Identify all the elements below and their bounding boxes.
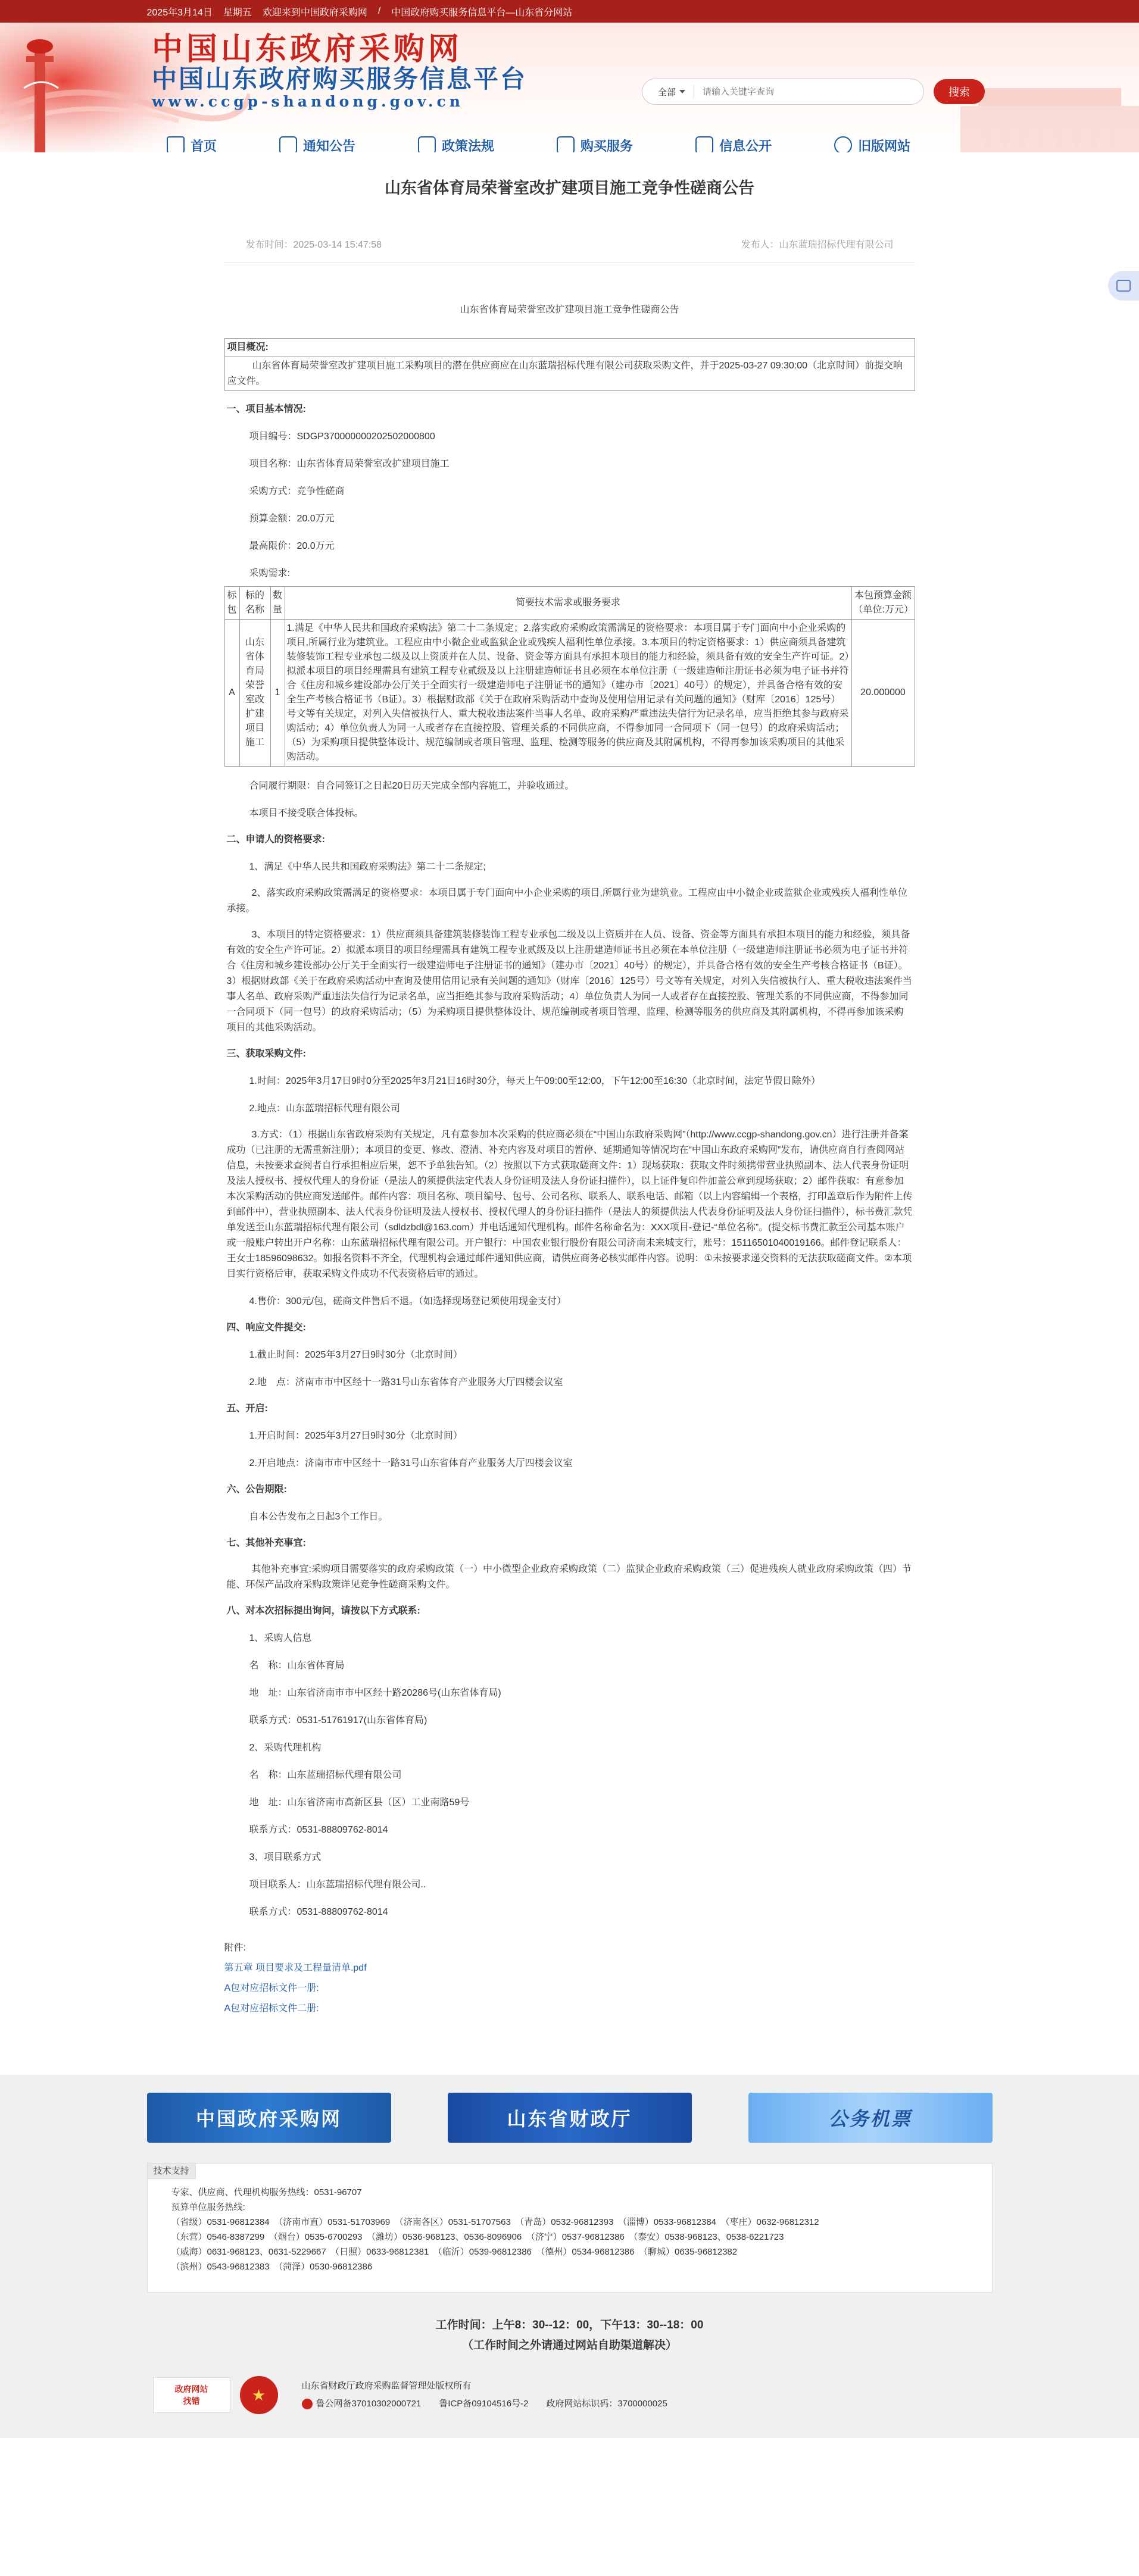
badge-line2: 找错 — [183, 2396, 200, 2406]
ccgp-link-label: 中国政府采购网 — [195, 2108, 342, 2130]
max-price: 最高限价：20.0万元 — [249, 541, 335, 551]
tech-support-tab: 技术支持 — [148, 2164, 196, 2179]
table-header-cell: 标的名称 — [239, 587, 270, 620]
nav-info-label: 信息公开 — [719, 138, 772, 152]
title-divider — [224, 262, 915, 263]
attachment-link[interactable]: 第五章 项目要求及工程量清单.pdf — [224, 1963, 367, 1973]
finance-dept-link-label: 山东省财政厅 — [507, 2108, 632, 2130]
publish-time: 发布时间：2025-03-14 15:47:58 — [245, 240, 382, 250]
table-header-row — [224, 587, 915, 620]
work-hours-note: （工作时间之外请通过网站自助渠道解决） — [461, 2339, 677, 2352]
no-consortium: 本项目不接受联合体投标。 — [249, 808, 364, 818]
ccgp-link[interactable] — [147, 2093, 391, 2143]
publisher: 发布人：山东蓝瑞招标代理有限公司 — [741, 240, 894, 250]
nav-old-site[interactable] — [834, 133, 910, 152]
section-3-heading: 三、获取采购文件: — [226, 1049, 306, 1059]
top-bar — [0, 0, 1139, 23]
contact-item: 3、项目联系方式 — [249, 1852, 322, 1862]
table-header-cell: 本包预算金额（单位:万元） — [851, 587, 915, 620]
submit-location: 2.地 点：济南市市中区经十一路31号山东省体育产业服务大厅四楼会议室 — [249, 1377, 563, 1387]
table-header-cell: 简要技术需求或服务要求 — [285, 587, 851, 620]
party-emblem-icon[interactable]: ★ — [240, 2376, 278, 2414]
current-date: 2025年3月14日 — [146, 7, 213, 18]
search-input[interactable] — [694, 87, 909, 97]
project-overview — [224, 338, 915, 391]
table-header-cell: 标包 — [224, 587, 239, 620]
article-body — [224, 302, 915, 2017]
nav-old-site-label: 旧版网站 — [858, 138, 911, 152]
table-header-cell: 数量 — [270, 587, 285, 620]
procurement-needs-label: 采购需求: — [249, 568, 290, 579]
overview-text: 山东省体育局荣誉室改扩建项目施工采购项目的潜在供应商应在山东蓝瑞招标代理有限公司获取采购文件，并于2025-03-27 09:30:00（北京时间）前提交响应文件。 — [227, 361, 903, 386]
qualification-item: 1、满足《中华人民共和国政府采购法》第二十二条规定; — [249, 862, 486, 872]
logo-url: www.ccgp-shandong.gov.cn — [152, 93, 464, 110]
air-ticket-link-label: 公务机票 — [828, 2108, 912, 2130]
contract-period: 合同履行期限：自合同签订之日起20日历天完成全部内容施工，并验收通过。 — [249, 781, 575, 791]
attachment-link[interactable]: A包对应招标文件一册: — [224, 1983, 319, 1993]
nav-home-label: 首页 — [191, 138, 217, 152]
section-8-heading: 八、对本次招标提出询问，请按以下方式联系: — [226, 1606, 420, 1616]
logo-title: 中国山东政府采购网 — [152, 31, 463, 67]
contact-item: 名 称：山东省体育局 — [249, 1661, 345, 1671]
hotline-row: （东营）0546-8387299 （烟台）0535-6700293 （潍坊）0536-968123、0536-8096906 （济宁）0537-96812386 （泰安）0538-968123、0538-6221723 — [171, 2232, 784, 2242]
budget-amount: 预算金额：20.0万元 — [249, 514, 335, 524]
float-share-button[interactable] — [1108, 271, 1139, 301]
welcome-link[interactable]: 欢迎来到中国政府采购网 — [262, 7, 367, 18]
support-hotline: 专家、供应商、代理机构服务热线：0531-96707 — [171, 2187, 362, 2197]
attachments-label: 附件: — [224, 1943, 246, 1953]
contact-item: 地 址：山东省济南市高新区县（区）工业南路59号 — [249, 1797, 470, 1808]
hotline-row: （滨州）0543-96812383 （菏泽）0530-96812386 — [171, 2262, 373, 2272]
hotline-row: （威海）0631-968123、0631-5229667 （日照）0633-96812381 （临沂）0539-96812386 （德州）0534-96812386 （聊城）0635-96812382 — [171, 2247, 738, 2257]
obtain-location: 2.地点：山东蓝瑞招标代理有限公司 — [249, 1103, 400, 1114]
footer-bottom — [147, 2376, 993, 2414]
nav-policy[interactable] — [418, 133, 494, 152]
contact-item: 联系方式：0531-88809762-8014 — [249, 1825, 388, 1835]
nav-purchase[interactable] — [557, 133, 633, 152]
article-container — [224, 152, 915, 2017]
finance-dept-link[interactable] — [448, 2093, 692, 2143]
section-7-heading: 七、其他补充事宜: — [226, 1538, 306, 1548]
copyright-info — [302, 2377, 667, 2413]
contact-item: 名 称：山东蓝瑞招标代理有限公司 — [249, 1770, 402, 1780]
gov-error-report-badge[interactable] — [153, 2377, 230, 2413]
budget-hotline-label: 预算单位服务热线: — [171, 2202, 245, 2212]
notice-period: 自本公告发布之日起3个工作日。 — [249, 1512, 388, 1522]
cart-icon — [557, 136, 575, 152]
contact-item: 1、采购人信息 — [249, 1633, 312, 1643]
section-6-heading: 六、公告期限: — [226, 1484, 287, 1495]
current-weekday: 星期五 — [223, 7, 252, 18]
section-1-heading: 一、项目基本情况: — [226, 404, 306, 414]
search-scope-select[interactable] — [642, 86, 694, 98]
search-button[interactable]: 搜索 — [934, 79, 985, 104]
top-bar-separator: / — [377, 6, 381, 16]
attachment-link[interactable]: A包对应招标文件二册: — [224, 2003, 319, 2014]
table-row — [224, 620, 915, 767]
nav-policy-label: 政策法规 — [442, 138, 495, 152]
table-cell-budget: 20.000000 — [851, 620, 915, 767]
site-logo[interactable] — [152, 33, 527, 111]
icp-record[interactable]: 鲁ICP备09104516号-2 — [439, 2399, 529, 2409]
project-number: 项目编号：SDGP370000000202502000800 — [249, 432, 435, 442]
contact-item: 2、采购代理机构 — [249, 1743, 322, 1753]
contact-item: 联系方式：0531-51761917(山东省体育局) — [249, 1715, 427, 1725]
article-title: 山东省体育局荣誉室改扩建项目施工竞争性磋商公告 — [385, 179, 754, 197]
contact-item: 地 址：山东省济南市市中区经十路20286号(山东省体育局) — [249, 1688, 501, 1698]
requirements-table — [224, 586, 915, 767]
section-2-heading: 二、申请人的资格要求: — [226, 834, 325, 845]
nav-purchase-label: 购买服务 — [581, 138, 634, 152]
table-cell-package: A — [224, 620, 239, 767]
home-icon — [167, 136, 185, 152]
overview-heading: 项目概况: — [225, 339, 915, 357]
site-footer — [0, 2075, 1139, 2438]
qualification-item: 2、落实政府采购政策需满足的资格要求：本项目属于专门面向中小企业采购的项目,所属行业为建筑业。工程应由中小微企业或监狱企业或残疾人福利性单位承接。 — [226, 888, 907, 914]
footer-links — [147, 2093, 993, 2143]
policy-icon — [418, 136, 436, 152]
nav-notice[interactable] — [279, 133, 355, 152]
deadline: 1.截止时间：2025年3月27日9时30分（北京时间） — [249, 1350, 463, 1360]
section-5-heading: 五、开启: — [226, 1403, 268, 1414]
open-location: 2.开启地点：济南市市中区经十一路31号山东省体育产业服务大厅四楼会议室 — [249, 1458, 573, 1468]
logo-subtitle: 中国山东政府购买服务信息平台 — [152, 64, 528, 93]
badge-line1: 政府网站 — [174, 2384, 208, 2394]
procurement-method: 采购方式：竞争性磋商 — [249, 486, 345, 496]
info-icon — [695, 136, 713, 152]
search-box — [642, 79, 924, 105]
attachments — [224, 1940, 915, 2017]
back-icon — [834, 136, 852, 152]
main-nav — [167, 133, 910, 152]
obtain-time: 1.时间：2025年3月17日9时0分至2025年3月21日16时30分，每天上午09:00至12:00，下午12:00至16:30（北京时间，法定节假日除外） — [249, 1076, 820, 1086]
police-record-text: 鲁公网备37010302000721 — [316, 2399, 422, 2409]
tech-support-box — [147, 2163, 993, 2293]
open-time: 1.开启时间：2025年3月27日9时30分（北京时间） — [249, 1431, 463, 1441]
contact-item: 联系方式：0531-88809762-8014 — [249, 1907, 388, 1917]
project-name: 项目名称：山东省体育局荣誉室改扩建项目施工 — [249, 459, 450, 469]
work-time — [0, 2315, 1139, 2356]
notice-icon — [279, 136, 297, 152]
nav-home[interactable] — [167, 133, 217, 152]
contact-item: 项目联系人：山东蓝瑞招标代理有限公司.. — [249, 1880, 426, 1890]
chevron-down-icon — [679, 90, 685, 93]
table-cell-qty: 1 — [270, 620, 285, 767]
other-matters: 其他补充事宜:采购项目需要落实的政府采购政策（一）中小微型企业政府采购政策（二）监狱企业政府采购政策（三）促进残疾人就业政府采购政策（四）节能、环保产品政府采购政策详见竞争性磋商采购文件。 — [226, 1564, 912, 1590]
copyright-text: 山东省财政厅政府采购监督管理处版权所有 — [301, 2381, 472, 2391]
table-cell-desc: 1.满足《中华人民共和国政府采购法》第二十二条规定；2.落实政府采购政策需满足的资格要求：本项目属于专门面向中小企业采购的项目,所属行业为建筑业。工程应由中小微企业或监狱企业或残疾人福利性单位承接。3.本项目的特定资格要求：1）供应商须具备建筑装修装饰工程专业承包二级及以上资质并在人员、设备、资金等方面具有承担本项目的能力和经验，须具备有效的安全生产许可证。2）拟派本项目的项目经理需具有建筑工程专业贰级及以上注册建造师证书且必须在本单位注册（一级建造师注册证书必须为电子证书并符合《住房和城乡建设部办公厅关于全面实行一级建造师电子注册证书的通知》（建办市〔2021〕40号）的规定），并具备合格有效的安全生产考核合格证书（B证）。3）根据财政部《关于在政府采购活动中查询及使用信用记录有关问题的通知》（财库〔2016〕125号）号文等有关规定，对列入失信被执行人、重大税收违法案件当事人名单、政府采购严重违法失信行为记录名单，应当拒绝其参与政府采购活动；4）单位负责人为同一人或者存在直接控股、管理关系的不同供应商，不得参加同一合同项下（同一包号）的政府采购活动；（5）为采购项目提供整体设计、规范编制或者项目管理、监理、检测等服务的供应商及其附属机构，不得再参加该采购项目的其他采购活动。 — [285, 620, 851, 767]
table-cell-name: 山东省体育局荣誉室改扩建项目施工 — [239, 620, 270, 767]
qualification-item: 3、本项目的特定资格要求：1）供应商须具备建筑装修装饰工程专业承包二级及以上资质并在人员、设备、资金等方面具有承担本项目的能力和经验，须具备有效的安全生产许可证。2）拟派本项目的项目经理需具有建筑工程专业贰级及以上注册建造师证书且必须在本单位注册（一级建造师注册证书必须为电子证书并符合《住房和城乡建设部办公厅关于全面实行一级建造师电子注册证书的通知》（建办市〔2021〕40号）的规定），并具备合格有效的安全生产考核合格证书（B证）。3）根据财政部《关于在政府采购活动中查询及使用信用记录有关问题的通知》（财库〔2016〕125号）号文等有关规定，对列入失信被执行人、重大税收违法案件当事人名单、政府采购严重违法失信行为记录名单，应当拒绝其参与政府采购活动；4）单位负责人为同一人或者存在直接控股、管理关系的不同供应商，不得参加同一合同项下（同一包号）的政府采购活动；（5）为采购项目提供整体设计、规范编制或者项目管理、监理、检测等服务的供应商及其附属机构，不得再参加该采购项目的其他采购活动。 — [226, 930, 912, 1033]
air-ticket-link[interactable] — [748, 2093, 993, 2143]
obtain-price: 4.售价：300元/包，磋商文件售后不退。（如选择现场登记须使用现金支付） — [249, 1296, 566, 1306]
search-scope-value: 全部 — [658, 87, 676, 98]
article-meta — [246, 237, 894, 258]
share-icon — [1116, 280, 1131, 292]
hotline-row: （省级）0531-96812384 （济南市直）0531-51703969 （济南各区）0531-51707563 （青岛）0532-96812393 （淄博）0533-96812384 （枣庄）0632-96812312 — [171, 2217, 819, 2227]
work-hours: 工作时间：上午8：30--12：00，下午13：30--18：00 — [435, 2319, 704, 2331]
police-record[interactable] — [302, 2395, 422, 2413]
article-subtitle: 山东省体育局荣誉室改扩建项目施工竞争性磋商公告 — [460, 305, 679, 315]
section-4-heading: 四、响应文件提交: — [226, 1323, 306, 1333]
nav-notice-label: 通知公告 — [303, 138, 356, 152]
site-header — [0, 23, 1139, 152]
obtain-method: 3.方式：（1）根据山东省政府采购有关规定，凡有意参加本次采购的供应商必须在“中国山东政府采购网”（http://www.ccgp-shandong.gov.cn）进行注册并备案成功（已注册的无需重新注册）；本项目的变更、修改、澄清、补充内容及对项目的暂停、延期通知等情况均在“中国山东政府采购网”发布，请供应商自行查阅网站信息，未按要求查阅者自行承担相应后果，恕不予单独告知。（2）按照以下方式获取磋商文件：1）现场获取：获取文件时须携带营业执照副本、法人代表身份证明及法人授权书、授权代理人的身份证（是法人的须提供法定代表人身份证明及法人身份证扫描件），以上证件复印件加盖公章到现场获取；2）邮件获取：有意参加本次采购活动的供应商发送邮件。邮件内容：项目名称、项目编号、包号、公司名称、联系人、联系电话、邮箱（以上内容编辑一个表格，打印盖章后作为附件上传到邮件中），营业执照副本、法人代表身份证明及法人授权书、授权代理人的身份证扫描件（是法人的须提供法人代表身份证明及法人身份证扫描件），标书费汇款凭单发送至山东蓝瑞招标代理有限公司（sdldzbdl@163.com）并电话通知代理机构。邮件名称命名为：XXX项目-登记-“单位名称”。(提交标书费汇款至公司基本账户或一般账户转出开户名称：山东蓝瑞招标代理有限公司。开户银行：中国农业银行股份有限公司济南未来城支行，账号：15116501040019166。邮件登记联系人：王女士18596098632。如报名资料不齐全，代理机构会通过邮件通知供应商，请供应商务必核实邮件内容。说明：①未按要求递交资料的无法获取磋商文件。②本项目实行资格后审，获取采购文件成功不代表资格后审的通过。 — [226, 1130, 913, 1279]
site-code: 政府网站标识码：3700000025 — [546, 2399, 667, 2409]
shandong-site-link[interactable]: 中国政府购买服务信息平台—山东省分网站 — [391, 7, 573, 18]
nav-info[interactable] — [695, 133, 772, 152]
police-badge-icon — [302, 2399, 313, 2409]
